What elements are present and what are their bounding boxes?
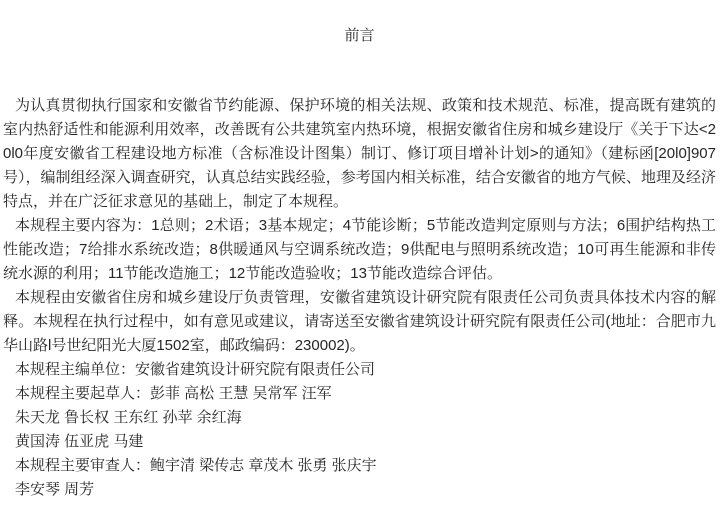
credit-line-drafters-1: 本规程主要起草人：彭菲 高松 王慧 吴常军 汪军 [15,385,332,402]
credit-line-drafters-3: 黄国涛 伍亚虎 马建 [15,433,144,450]
credit-line-drafters-2: 朱天龙 鲁长权 王东红 孙苹 余红海 [15,409,242,426]
credit-line-reviewers-1: 本规程主要审查人：鲍宇清 梁传志 章茂木 张勇 张庆宇 [15,457,377,474]
preface-title: 前言 [344,27,375,44]
credit-line-chief-editor-org: 本规程主编单位：安徽省建筑设计研究院有限责任公司 [15,361,376,378]
paragraph-contents: 本规程主要内容为：1总则；2术语；3基本规定；4节能诊断；5节能改造判定原则与方法；6围护结构热工性能改造；7给排水系统改造；8供暖通风与空调系统改造；9供配电与照明系统改造；10可再生能源和非传统水源的利用；11节能改造施工；12节能改造验收；13节能改造综合评估。 [3,217,716,282]
paragraph-intro: 为认真贯彻执行国家和安徽省节约能源、保护环境的相关法规、政策和技术规范、标准，提高既有建筑的室内热舒适性和能源利用效率，改善既有公共建筑室内热环境，根据安徽省住房和城乡建设厅《关于下达<20l0年度安徽省工程建设地方标准（含标准设计图集）制订、修订项目增补计划>的通知》（建标函[20l0]907号），编制组经深入调查研究，认真总结实践经验，参考国内相关标准，结合安徽省的地方气候、地理及经济特点，并在广泛征求意见的基础上，制定了本规程。 [3,97,716,210]
paragraph-administration: 本规程由安徽省住房和城乡建设厅负责管理，安徽省建筑设计研究院有限责任公司负责具体技术内容的解释。本规程在执行过程中，如有意见或建议，请寄送至安徽省建筑设计研究院有限责任公司(地址：合肥市九华山路l号世纪阳光大厦1502室，邮政编码：230002)。 [3,289,716,354]
credit-line-reviewers-2: 李安琴 周芳 [15,481,95,498]
